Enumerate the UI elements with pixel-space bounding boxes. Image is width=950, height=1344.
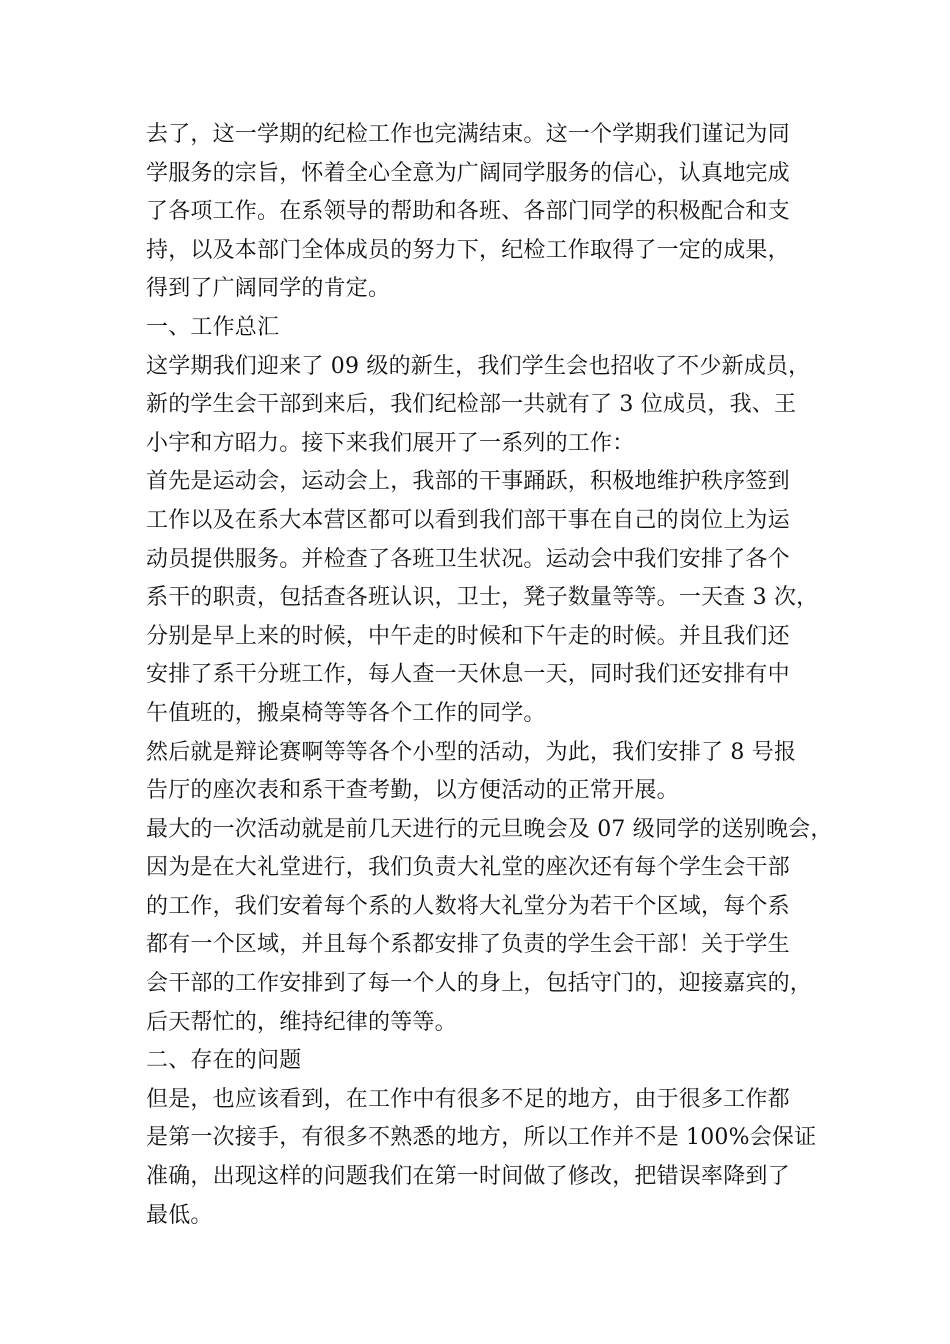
text-line: 安排了系干分班工作，每人查一天休息一天，同时我们还安排有中: [146, 662, 790, 688]
text-line: 得到了广阔同学的肯定。: [146, 276, 391, 302]
text-line: 系干的职责，包括查各班认识，卫士，凳子数量等等。一天查 3 次，: [146, 585, 819, 611]
text-line: 首先是运动会，运动会上，我部的干事踊跃，积极地维护秩序签到: [146, 469, 790, 495]
text-line: 会干部的工作安排到了每一个人的身上，包括守门的，迎接嘉宾的，: [146, 971, 813, 997]
text-line: 然后就是辩论赛啊等等各个小型的活动，为此，我们安排了 8 号报: [146, 739, 797, 765]
text-line: 告厅的座次表和系干查考勤，以方便活动的正常开展。: [146, 778, 679, 804]
text-line: 后天帮忙的，维持纪律的等等。: [146, 1009, 457, 1035]
text-line: 动员提供服务。并检查了各班卫生状况。运动会中我们安排了各个: [146, 546, 790, 572]
text-line: 分别是早上来的时候，中午走的时候和下午走的时候。并且我们还: [146, 623, 790, 649]
text-line: 去了，这一学期的纪检工作也完满结束。这一个学期我们谨记为同: [146, 122, 790, 147]
text-line: 最大的一次活动就是前几天进行的元旦晚会及 07 级同学的送别晚会，: [146, 816, 833, 842]
text-line: 但是，也应该看到，在工作中有很多不足的地方，由于很多工作都: [146, 1086, 790, 1112]
text-line: 是第一次接手，有很多不熟悉的地方，所以工作并不是 100%会保证: [146, 1125, 817, 1151]
text-line: 工作以及在系大本营区都可以看到我们部干事在自己的岗位上为运: [146, 507, 790, 533]
text-line: 新的学生会干部到来后，我们纪检部一共就有了 3 位成员，我、王: [146, 392, 797, 418]
text-line: 了各项工作。在系领导的帮助和各班、各部门同学的积极配合和支: [146, 199, 790, 225]
text-line: 最低。: [146, 1202, 213, 1228]
section-heading: 一、工作总汇: [146, 314, 280, 340]
text-line: 的工作，我们安着每个系的人数将大礼堂分为若干个区域，每个系: [146, 893, 790, 919]
text-line: 持，以及本部门全体成员的努力下，纪检工作取得了一定的成果，: [146, 237, 790, 263]
text-line: 小宇和方昭力。接下来我们展开了一系列的工作：: [146, 430, 635, 456]
text-line: 准确，出现这样的问题我们在第一时间做了修改，把错误率降到了: [146, 1164, 790, 1190]
text-line: 午值班的，搬桌椅等等各个工作的同学。: [146, 700, 546, 726]
text-line: 学服务的宗旨，怀着全心全意为广阔同学服务的信心，认真地完成: [146, 160, 790, 186]
section-heading: 二、存在的问题: [146, 1048, 302, 1074]
text-line: 这学期我们迎来了 09 级的新生，我们学生会也招收了不少新成员，: [146, 353, 811, 379]
document-body: [146, 116, 833, 1235]
text-line: 因为是在大礼堂进行，我们负责大礼堂的座次还有每个学生会干部: [146, 855, 790, 881]
text-line: 都有一个区域，并且每个系都安排了负责的学生会干部！关于学生: [146, 932, 790, 958]
